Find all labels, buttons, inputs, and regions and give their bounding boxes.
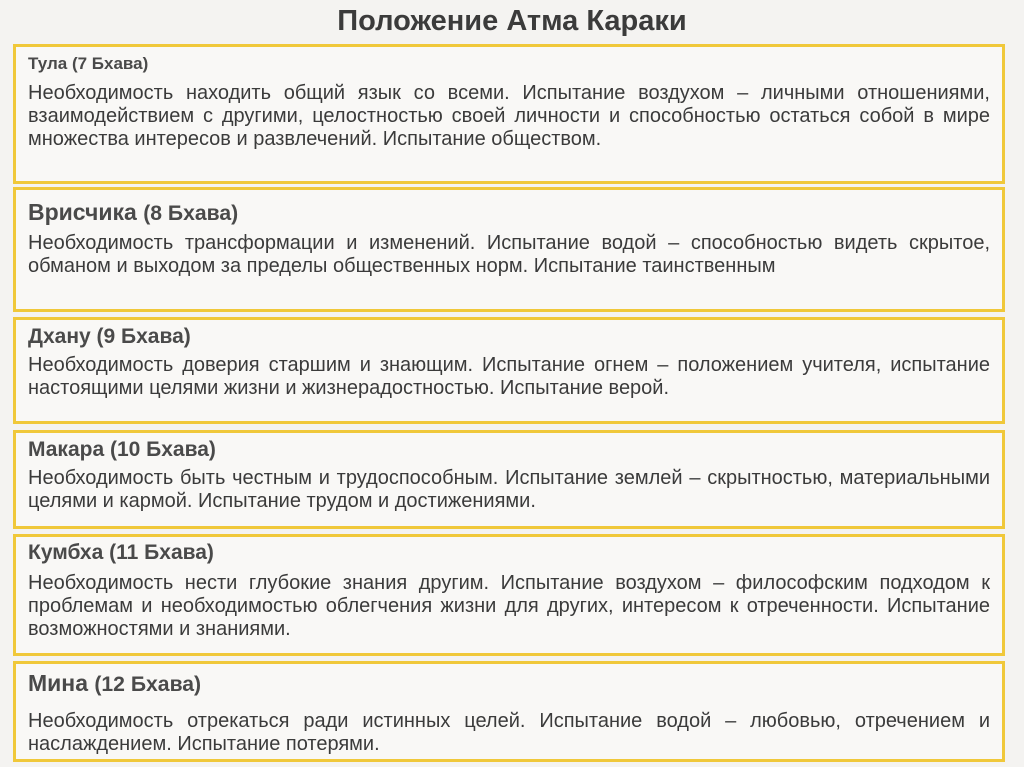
- card-title: [28, 54, 990, 74]
- card-title: [28, 670, 990, 698]
- card-text: Необходимость быть честным и трудоспособным. Испытание землей – скрытностью, материальными целями и кармой. Испытание трудом и достижениями.: [28, 467, 990, 512]
- sign-name: Макара: [28, 438, 105, 461]
- card-text: Необходимость трансформации и изменений. Испытание водой – способностью видеть скрытое, обманом и выходом за пределы общественных норм. Испытание таинственным: [28, 232, 990, 277]
- sign-name: Дхану: [28, 325, 91, 348]
- card-title: [28, 438, 990, 462]
- sign-name: Мина: [28, 670, 88, 696]
- bhava-label: (11 Бхава): [109, 541, 214, 564]
- bhava-label: (10 Бхава): [109, 438, 216, 461]
- card-kumbha: [13, 534, 1005, 656]
- card-title: [28, 199, 990, 227]
- card-dhanu: [13, 317, 1005, 424]
- card-text: Необходимость нести глубокие знания другим. Испытание воздухом – философским подходом к проблемам и необходимостью облегчения жизни для других, интересом к отреченности. Испытание возможностями и знаниями.: [28, 572, 990, 640]
- bhava-label: (8 Бхава): [143, 202, 239, 225]
- card-text: Необходимость доверия старшим и знающим. Испытание огнем – положением учителя, испытание настоящими целями жизни и жизнерадостностью. Испытание верой.: [28, 354, 990, 399]
- card-makara: [13, 430, 1005, 529]
- card-tula: [13, 44, 1005, 184]
- card-title: [28, 541, 990, 565]
- bhava-label: (12 Бхава): [94, 673, 202, 696]
- sign-name: Тула: [28, 54, 68, 73]
- bhava-label: (9 Бхава): [96, 325, 191, 348]
- card-text: Необходимость отрекаться ради истинных целей. Испытание водой – любовью, отречением и наслаждением. Испытание потерями.: [28, 710, 990, 755]
- bhava-label: (7 Бхава): [71, 54, 149, 73]
- card-text: Необходимость находить общий язык со всеми. Испытание воздухом – личными отношениями, взаимодействием с другими, целостностью своей личности и способностью остаться собой в мире множества интересов и развлечений. Испытание обществом.: [28, 82, 990, 150]
- page-title: Положение Атма Караки: [337, 5, 687, 37]
- card-title: [28, 325, 990, 349]
- sign-name: Кумбха: [28, 541, 104, 564]
- sign-name: Врисчика: [28, 199, 137, 225]
- card-mina: [13, 661, 1005, 762]
- card-vrischika: [13, 187, 1005, 312]
